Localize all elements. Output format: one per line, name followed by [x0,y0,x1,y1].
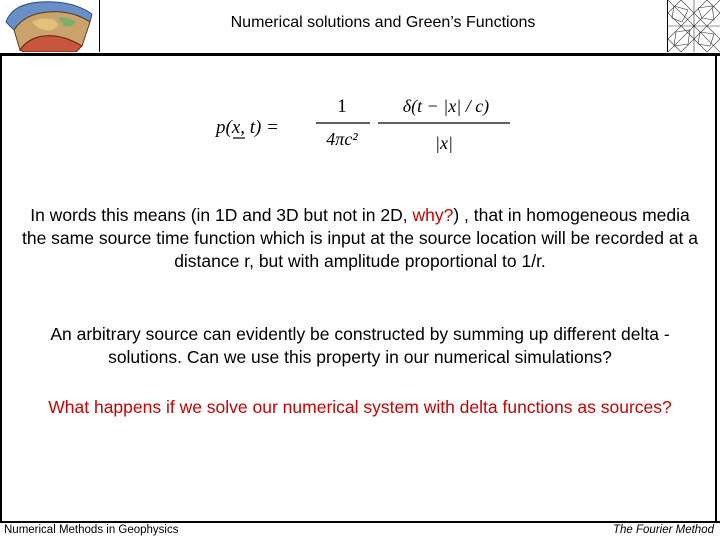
formula-lhs: p(x, t) = [216,117,279,138]
footer-course-name: Numerical Methods in Geophysics [4,524,179,536]
slide-header [0,0,720,54]
formula-coef-numerator: 1 [337,96,347,117]
earth-globe-logo [2,0,100,52]
why-question-highlight: why? [412,205,454,225]
slide-footer [0,521,720,540]
mesh-grid-logo [667,0,720,52]
paragraph-explanation-end: ) , that in homogeneous media the same source time function which is input at the source location will be recorded at a distance r, but with amplitude proportional to 1/r. [21,205,699,271]
paragraph-explanation [20,204,700,273]
slide-title: Numerical solutions and Green’s Functions [230,14,536,31]
greens-function-formula [210,90,520,160]
formula-distance-denominator: |x| [435,133,453,153]
footer-chapter-name: The Fourier Method [613,524,714,536]
paragraph-delta-question: What happens if we solve our numerical system with delta functions as sources? [48,397,672,417]
formula-delta-numerator: δ(t − |x| / c) [402,96,490,116]
paragraph-superposition: An arbitrary source can evidently be constructed by summing up different delta - solutions. Can we use this property in our numerical simulations? [50,324,670,367]
paragraph-explanation-start: In words this means (in 1D and 3D but not in 2D, [30,205,413,225]
formula-coef-denominator: 4πc² [326,129,358,149]
